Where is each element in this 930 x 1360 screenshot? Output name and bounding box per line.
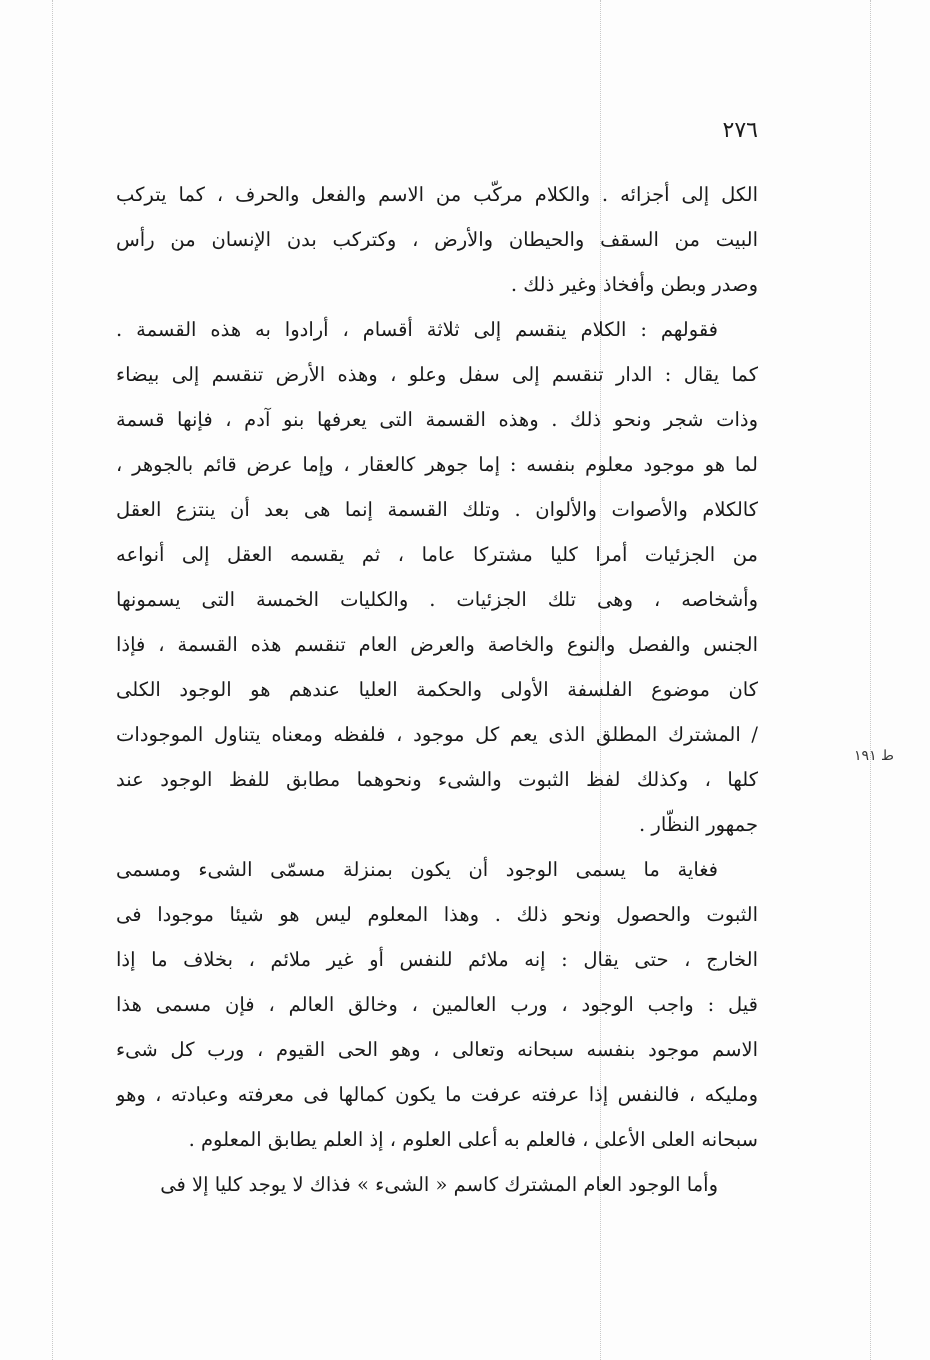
text-line: الجنس والفصل والنوع والخاصة والعرض العام تنقسم هذه القسمة ، فإذا (116, 633, 758, 656)
text-line: قيل : واجب الوجود ، ورب العالمين ، وخالق العالم ، فإن مسمى هذا (116, 993, 758, 1016)
text-line: الاسم موجود بنفسه سبحانه وتعالى ، وهو الحى القيوم ، ورب كل شىء (116, 1038, 758, 1061)
text-line: سبحانه العلى الأعلى ، فالعلم به أعلى العلوم ، إذ العلم يطابق المعلوم . (188, 1128, 758, 1151)
text-line: فغاية ما يسمى الوجود أن يكون بمنزلة مسمّى الشىء ومسمى (116, 858, 718, 881)
text-line: كما يقال : الدار تنقسم إلى سفل وعلو ، وهذه الأرض تنقسم إلى بيضاء (116, 363, 758, 386)
text-line: الكل إلى أجزائه . والكلام مركّب من الاسم والفعل والحرف ، كما يتركب (116, 183, 758, 206)
scan-guide-line (870, 0, 871, 1360)
text-line: الثبوت والحصول ونحو ذلك . وهذا المعلوم ليس هو شيئا موجودا فى (116, 903, 758, 926)
text-line: وذات شجر ونحو ذلك . وهذه القسمة التى يعرفها بنو آدم ، فإنها قسمة (116, 408, 758, 431)
text-line: وأشخاصه ، وهى تلك الجزئيات . والكليات الخمسة التى يسمونها (116, 588, 758, 611)
text-line: جمهور النظّار . (639, 813, 758, 836)
body-text (116, 172, 758, 1207)
text-line: وصدر وبطن وأفخاذ وغير ذلك . (510, 273, 758, 296)
page-number: ٢٧٦ (722, 118, 758, 143)
text-line: / المشترك المطلق الذى يعم كل موجود ، فلفظه ومعناه يتناول الموجودات (116, 723, 758, 746)
margin-note: ط ١٩١ (854, 748, 894, 764)
text-line: كلها ، وكذلك لفظ الثبوت والشىء ونحوهما مطابق للفظ الوجود عند (116, 768, 758, 791)
text-line: الخارج ، حتى يقال : إنه ملائم للنفس أو غير ملائم ، بخلاف ما إذا (116, 948, 758, 971)
text-line: لما هو موجود معلوم بنفسه : إما جوهر كالعقار ، وإما عرض قائم بالجوهر ، (116, 453, 758, 476)
text-line: ومليكه ، فالنفس إذا عرفته عرفت ما يكون كمالها فى معرفته وعبادته ، وهو (116, 1083, 758, 1106)
text-line: فقولهم : الكلام ينقسم إلى ثلاثة أقسام ، أرادوا به هذه القسمة . (116, 318, 718, 341)
text-line: وأما الوجود العام المشترك كاسم « الشىء » فذاك لا يوجد كليا إلا فى (160, 1173, 718, 1196)
text-line: من الجزئيات أمرا كليا مشتركا عاما ، ثم يقسمه العقل إلى أنواعه (116, 543, 758, 566)
text-line: كان موضوع الفلسفة الأولى والحكمة العليا عندهم هو الوجود الكلى (116, 678, 758, 701)
scan-guide-line (52, 0, 53, 1360)
text-line: البيت من السقف والحيطان والأرض ، وكتركب بدن الإنسان من رأس (116, 228, 758, 251)
text-line: كالكلام والأصوات والألوان . وتلك القسمة إنما هى بعد أن ينتزع العقل (116, 498, 758, 521)
